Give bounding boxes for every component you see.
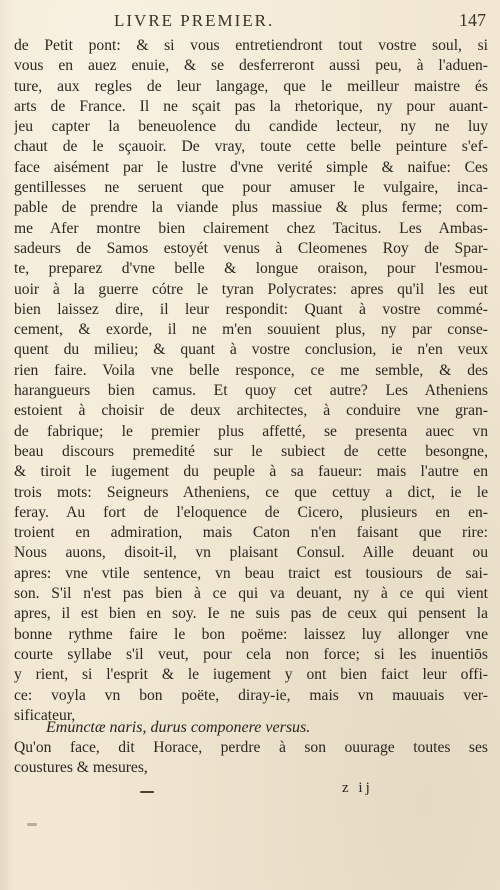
text-line: estoient à choisir de deux architectes, à conduire vne gran- bbox=[14, 402, 488, 420]
text-line: quent du milieu; & quant à vostre conclusion, ie n'en veux bbox=[14, 341, 488, 359]
text-line: & tiroit le iugement du peuple à sa faueur: mais l'autre en bbox=[14, 463, 488, 481]
text-line: ce: voyla vn bon poëte, diray-ie, mais vn mauuais ver- bbox=[14, 686, 488, 704]
text-line: face aisément par le lustre d'vne verité simple & naifue: Ces bbox=[14, 158, 488, 176]
text-line: vous en auez enuie, & se desferreront aussi peu, à l'aduen- bbox=[14, 57, 488, 75]
text-line: troient en admiration, mais Caton n'en faisant que rire: bbox=[14, 524, 488, 542]
running-title: LIVRE PREMIER. bbox=[114, 11, 275, 30]
text-line: harangueurs bien camus. Et quoy cet autre? Les Atheniens bbox=[14, 382, 488, 400]
text-line: rien faire. Voila vne belle responce, ce me semble, & des bbox=[14, 361, 488, 379]
text-line: arts de France. Il ne sçait pas la rhetorique, ny pour auant- bbox=[14, 97, 488, 115]
text-line: coustures & mesures, bbox=[14, 759, 148, 777]
text-line: bonne rythme faire le bon poëme: laissez luy allonger vne bbox=[14, 625, 488, 643]
text-line: Qu'on face, dit Horace, perdre à son ouurage toutes ses bbox=[14, 739, 488, 756]
closing-text bbox=[14, 738, 488, 779]
text-line: sadeurs de Samos estoyét venus à Cleomenes Roy de Spar- bbox=[14, 239, 488, 257]
ink-spot bbox=[27, 823, 37, 826]
text-line: de fabrique; le premier plus affetté, se presenta auec vn bbox=[14, 422, 488, 440]
text-line: me Afer montre bien clairement chez Tacitus. Les Ambas- bbox=[14, 219, 488, 237]
latin-quote: Emunctæ naris, durus componere versus. bbox=[46, 719, 311, 736]
text-line: apres, il est bien en soy. Ie ne suis pas de ceux qui pensent la bbox=[14, 605, 488, 623]
page-header bbox=[14, 9, 488, 35]
text-line: bien laissez dire, il leur respondit: Quant à vostre commé- bbox=[14, 300, 488, 318]
text-line: apres: vne vtile sentence, vn beau traict est tousiours de sai- bbox=[14, 564, 488, 582]
text-line: beau discours premedité sur le subiect de cette besongne, bbox=[14, 442, 488, 460]
text-line: Nous auons, disoit-il, vn plaisant Consul. Aille deuant ou bbox=[14, 544, 488, 562]
text-line: courte syllabe s'il veut, pour cela non force; si les inuentiōs bbox=[14, 645, 488, 663]
text-line: jeu capter la beneuolence du candide lecteur, ny ne luy bbox=[14, 118, 488, 136]
ornament-dash bbox=[140, 791, 154, 793]
text-line: ture, aux regles de leur langage, que le meilleur maistre és bbox=[14, 77, 488, 95]
text-line: gentillesses ne seruent que pour amuser le vulgaire, inca- bbox=[14, 179, 488, 197]
text-line: chaut de le sçauoir. De vray, toute cette belle peinture s'ef- bbox=[14, 138, 488, 156]
text-line: y rient, si l'esprit & le iugement y ont bien faict leur offi- bbox=[14, 666, 488, 684]
text-line: sificateur, bbox=[14, 706, 76, 724]
body-text bbox=[14, 36, 488, 726]
text-line: de Petit pont: & si vous entretiendront tout vostre soul, si bbox=[14, 37, 488, 54]
signature-mark: z ij bbox=[342, 780, 373, 796]
page-number: 147 bbox=[459, 10, 486, 30]
text-line: te, preparez d'vne belle & longue oraison, pour l'esmou- bbox=[14, 260, 488, 278]
text-line: uoir à la guerre cótre le tyran Polycrates: apres qu'il les eut bbox=[14, 280, 488, 298]
text-line: trois mots: Seigneurs Atheniens, ce que cettuy a dict, ie le bbox=[14, 483, 488, 501]
text-line: cement, & exorde, il ne m'en souuient plus, ny par conse- bbox=[14, 321, 488, 339]
text-line: feray. Au fort de l'eloquence de Cicero, plusieurs en en- bbox=[14, 503, 488, 521]
text-line: pable de prendre la viande plus massiue & plus ferme; com- bbox=[14, 199, 488, 217]
text-line: son. S'il n'est pas bien à ce qui va deuant, ny à ce qui vient bbox=[14, 585, 488, 603]
